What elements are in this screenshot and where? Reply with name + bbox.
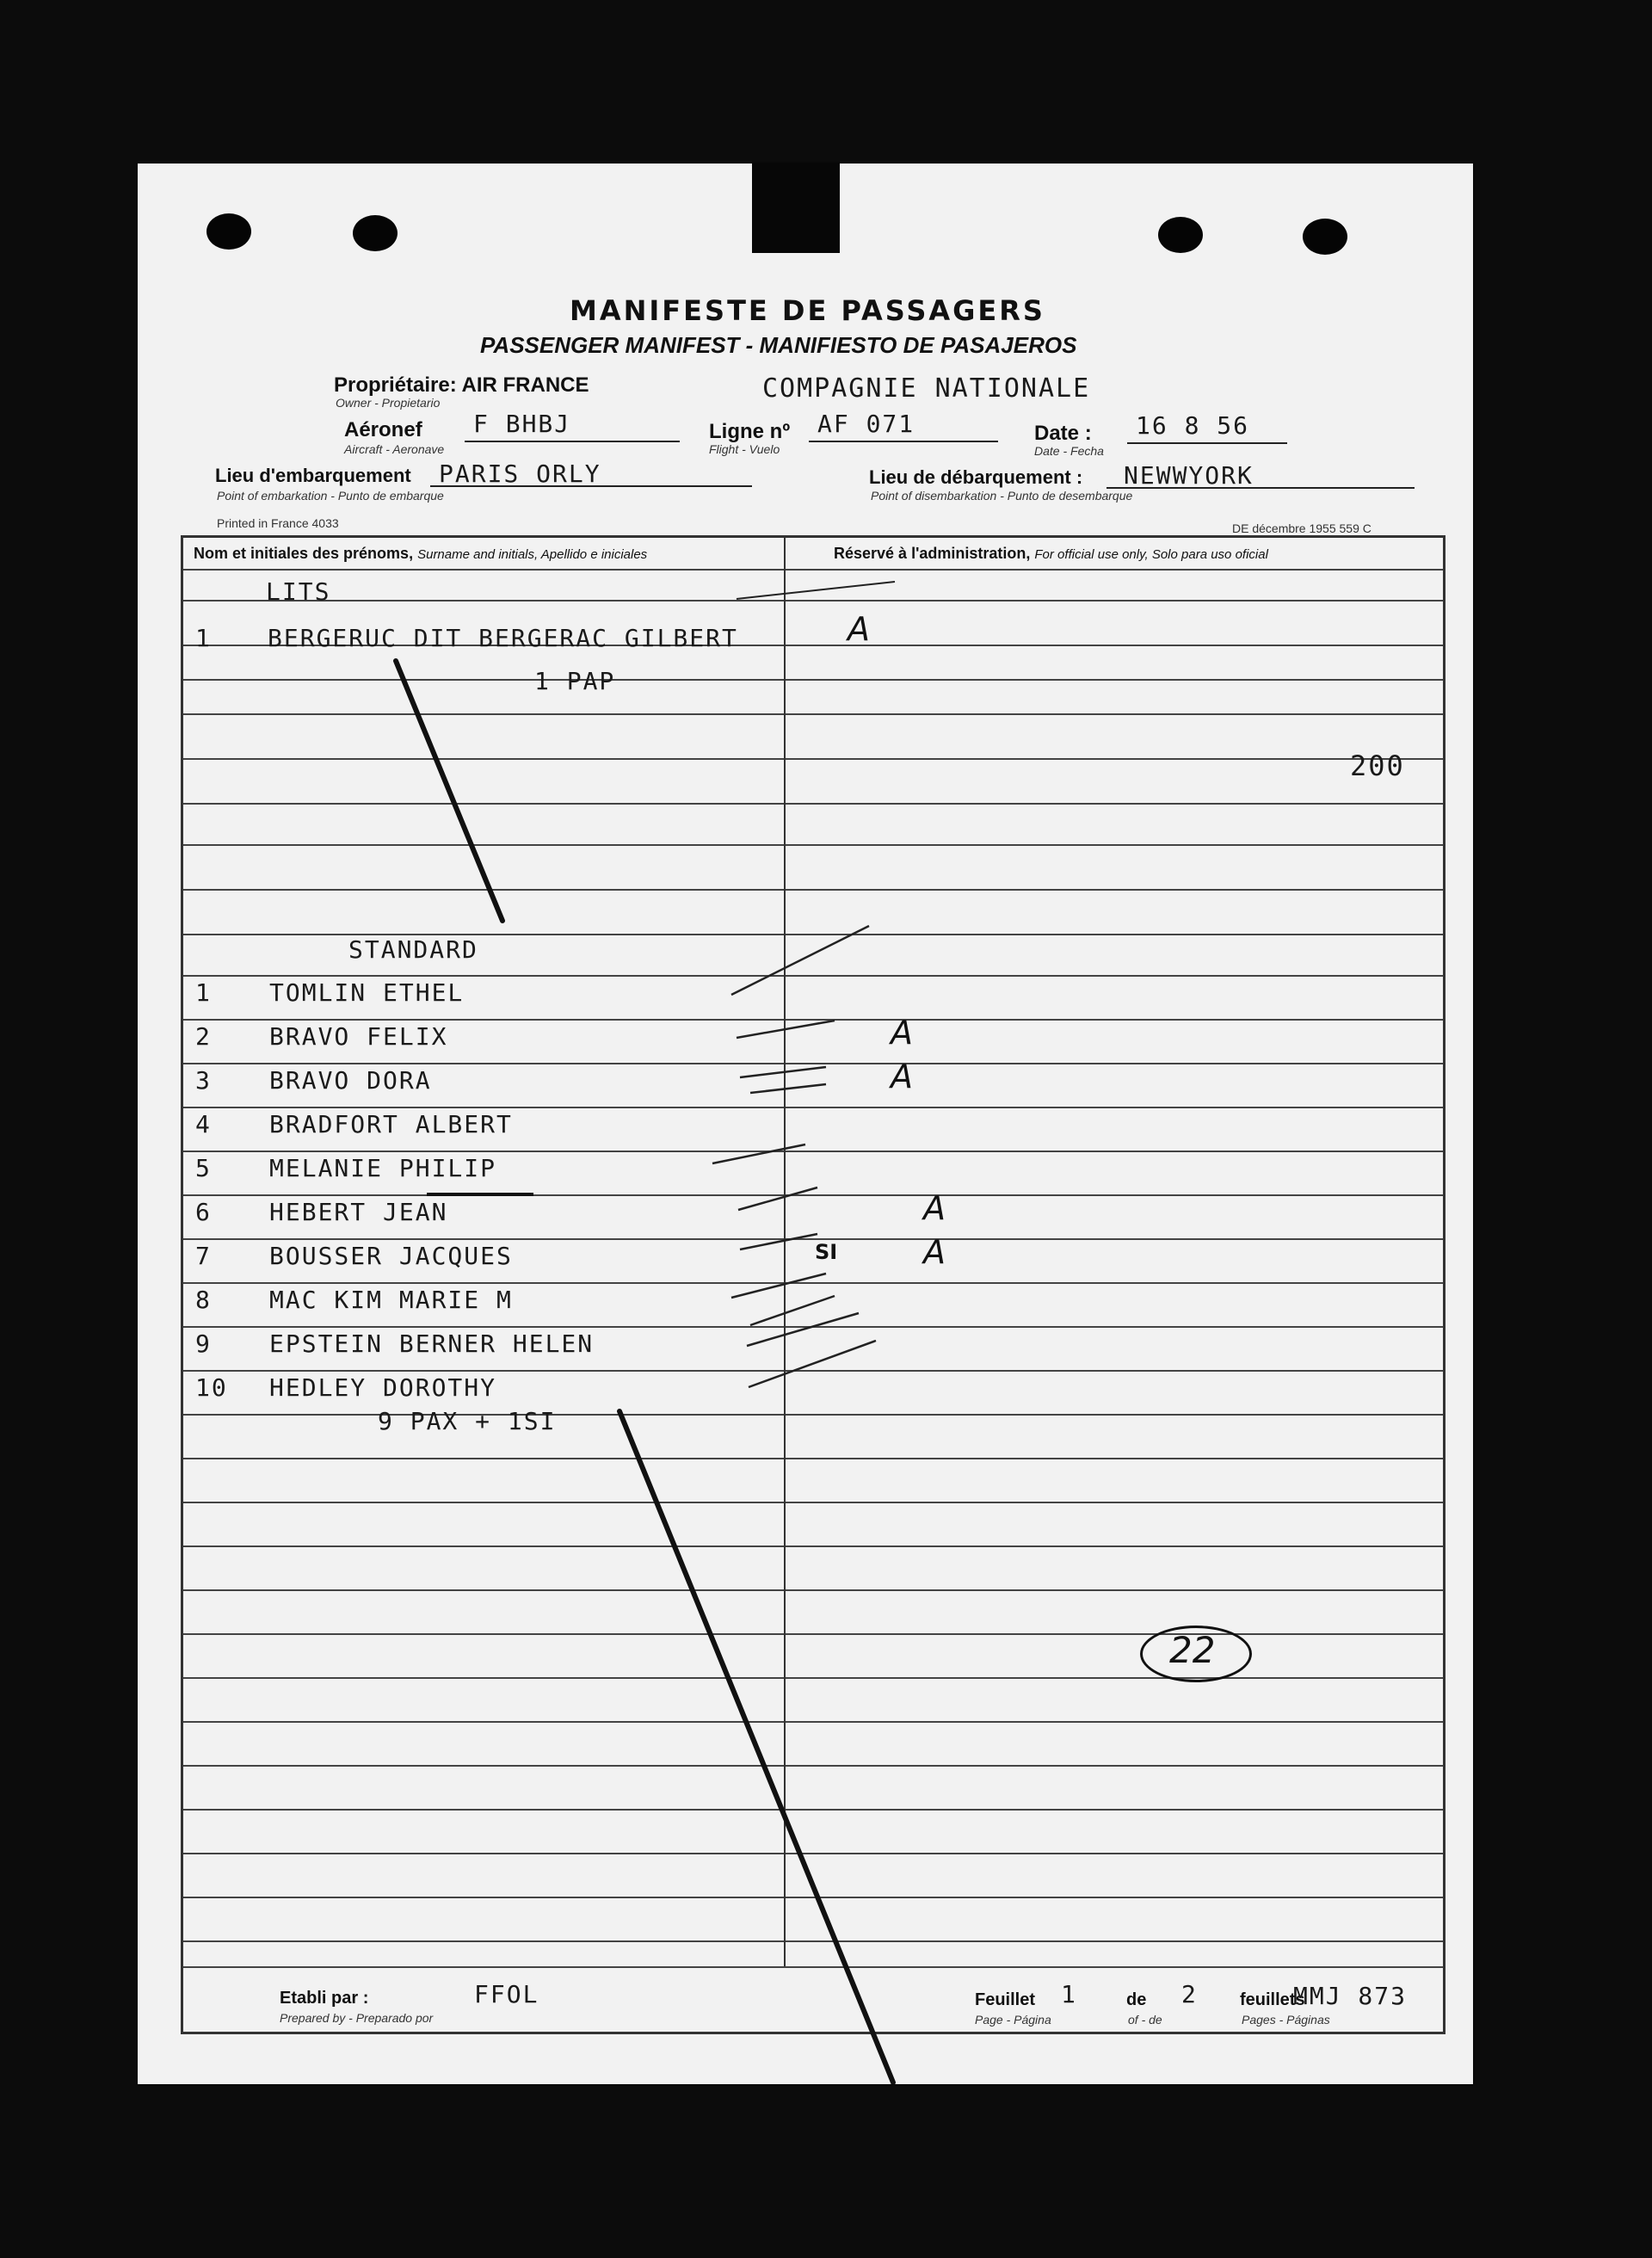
ruled-line — [183, 1633, 1443, 1635]
passenger-num: 5 — [195, 1154, 212, 1182]
owner-sublabel: Owner - Propietario — [336, 396, 441, 410]
ruled-line — [183, 1458, 1443, 1459]
lits-heading: LITS — [266, 577, 331, 606]
ruled-line — [183, 1721, 1443, 1723]
ruled-line — [183, 569, 1443, 571]
admin-mark: A — [891, 1058, 913, 1095]
standard-heading: STANDARD — [348, 935, 478, 964]
ruled-line — [183, 1019, 1443, 1021]
punch-hole — [1303, 219, 1347, 255]
form-code: DE décembre 1955 559 C — [1232, 521, 1372, 535]
aircraft-label: Aéronef — [344, 418, 422, 441]
passenger-name: HEDLEY DOROTHY — [269, 1373, 497, 1402]
si-mark: SI — [815, 1240, 838, 1264]
circled-number-text: 22 — [1169, 1629, 1216, 1671]
lits-admin-mark: A — [848, 610, 870, 648]
ruled-line — [183, 713, 1443, 715]
column-divider — [784, 538, 786, 1966]
disembarkation-sublabel: Point of disembarkation - Punto de desembarque — [871, 489, 1133, 503]
disembarkation-value: NEWWYORK — [1124, 461, 1254, 490]
ruled-line — [183, 1326, 1443, 1328]
ruled-line — [183, 844, 1443, 846]
owner-value: COMPAGNIE NATIONALE — [762, 373, 1091, 404]
prepared-label: Etabli par : — [280, 1989, 369, 2008]
admin-amount: 200 — [1350, 750, 1405, 782]
ruled-line — [183, 600, 1443, 602]
ruled-line — [183, 1238, 1443, 1240]
ruled-line — [183, 1414, 1443, 1416]
passenger-num: 8 — [195, 1286, 212, 1314]
ruled-line — [183, 1370, 1443, 1372]
pages-sublabel: Pages - Páginas — [1242, 2013, 1330, 2027]
passenger-name: EPSTEIN BERNER HELEN — [269, 1330, 595, 1358]
punch-hole — [206, 213, 251, 250]
underline — [430, 485, 752, 487]
passenger-name: MELANIE PHILIP — [269, 1154, 497, 1182]
col-right-header-italic: For official use only, Solo para uso oficial — [1034, 547, 1268, 562]
binding-tab — [752, 163, 840, 253]
flight-sublabel: Flight - Vuelo — [709, 442, 780, 456]
aircraft-sublabel: Aircraft - Aeronave — [344, 442, 445, 456]
passenger-name: BRADFORT ALBERT — [269, 1110, 513, 1138]
ruled-line — [183, 975, 1443, 977]
of-sublabel: of - de — [1128, 2013, 1162, 2027]
passenger-name: BRAVO FELIX — [269, 1022, 448, 1051]
standard-summary: 9 PAX + 1SI — [378, 1407, 557, 1435]
of-label: de — [1126, 1990, 1147, 2009]
ruled-line — [183, 1589, 1443, 1591]
underline — [1106, 487, 1415, 489]
lits-passenger-num: 1 — [195, 624, 212, 652]
passenger-num: 4 — [195, 1110, 212, 1138]
ruled-line — [183, 1194, 1443, 1196]
disembarkation-label: Lieu de débarquement : — [869, 466, 1083, 488]
col-left-header — [194, 545, 647, 563]
ruled-line — [183, 889, 1443, 891]
ruled-line — [183, 1063, 1443, 1064]
underline — [465, 441, 680, 442]
col-left-header-text: Nom et initiales des prénoms, — [194, 545, 414, 562]
ruled-line — [183, 1809, 1443, 1811]
ruled-line — [183, 1545, 1443, 1547]
embarkation-label: Lieu d'embarquement — [215, 465, 411, 486]
ruled-line — [183, 1940, 1443, 1942]
admin-mark: A — [923, 1189, 946, 1227]
lits-passenger-name: BERGERUC DIT BERGERAC GILBERT — [268, 624, 738, 652]
passenger-name: MAC KIM MARIE M — [269, 1286, 513, 1314]
ruled-line — [183, 1107, 1443, 1108]
ruled-line — [183, 1897, 1443, 1898]
owner-label: Propriétaire: AIR FRANCE — [334, 373, 589, 397]
manifest-sheet — [138, 163, 1473, 2084]
date-label: Date : — [1034, 422, 1092, 445]
passenger-name: TOMLIN ETHEL — [269, 978, 465, 1007]
passenger-num: 2 — [195, 1022, 212, 1051]
ruled-line — [183, 1853, 1443, 1854]
total-pages-value: 2 — [1181, 1980, 1198, 2008]
prepared-sublabel: Prepared by - Preparado por — [280, 2011, 434, 2025]
passenger-num: 10 — [195, 1373, 228, 1402]
form-title: MANIFESTE DE PASSAGERS — [570, 294, 1045, 327]
col-right-header — [834, 545, 1268, 563]
lits-summary: 1 PAP — [534, 667, 616, 695]
embarkation-sublabel: Point of embarkation - Punto de embarque — [217, 489, 444, 503]
archive-stamp: MMJ 873 — [1293, 1982, 1408, 2010]
page-label: Feuillet — [975, 1990, 1036, 2009]
passenger-name: BOUSSER JACQUES — [269, 1242, 513, 1270]
col-right-header-text: Réservé à l'administration, — [834, 545, 1031, 562]
passenger-name: HEBERT JEAN — [269, 1198, 448, 1226]
ruled-line — [183, 803, 1443, 805]
punch-hole — [353, 215, 398, 251]
page-value: 1 — [1061, 1980, 1077, 2008]
aircraft-value: F BHBJ — [473, 410, 571, 438]
footer-divider — [183, 1966, 1443, 1968]
passenger-num: 9 — [195, 1330, 212, 1358]
date-sublabel: Date - Fecha — [1034, 444, 1104, 458]
passenger-num: 1 — [195, 978, 212, 1007]
passenger-name: BRAVO DORA — [269, 1066, 432, 1095]
form-subtitle: PASSENGER MANIFEST - MANIFIESTO DE PASAJEROS — [480, 332, 1077, 358]
underline — [809, 441, 998, 442]
passenger-table — [181, 535, 1446, 2034]
passenger-num: 3 — [195, 1066, 212, 1095]
flight-value: AF 071 — [817, 410, 915, 438]
ruled-line — [183, 679, 1443, 681]
col-left-header-italic: Surname and initials, Apellido e iniciales — [417, 547, 648, 562]
passenger-num: 6 — [195, 1198, 212, 1226]
ruled-line — [183, 1282, 1443, 1284]
printed-note: Printed in France 4033 — [217, 516, 339, 530]
prepared-value: FFOL — [474, 1980, 539, 2008]
pages-label: feuillets — [1240, 1990, 1305, 2009]
ruled-line — [183, 1677, 1443, 1679]
ruled-line — [183, 758, 1443, 760]
underline — [1127, 442, 1287, 444]
punch-hole — [1158, 217, 1203, 253]
ruled-line — [183, 1151, 1443, 1152]
ruled-line — [183, 1765, 1443, 1767]
embarkation-value: PARIS ORLY — [439, 460, 601, 488]
passenger-num: 7 — [195, 1242, 212, 1270]
date-value: 16 8 56 — [1136, 411, 1250, 440]
ruled-line — [183, 1502, 1443, 1503]
admin-mark: A — [891, 1014, 913, 1052]
flight-label: Ligne nº — [709, 420, 791, 443]
page-sublabel: Page - Página — [975, 2013, 1051, 2027]
admin-mark: A — [923, 1233, 946, 1271]
